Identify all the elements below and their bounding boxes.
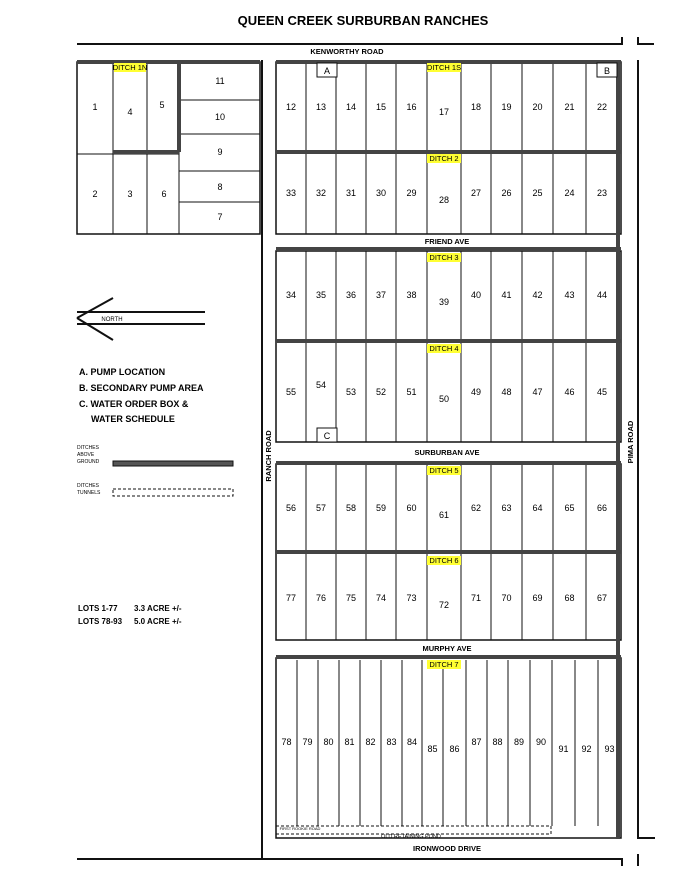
ditch-6-label: DITCH 6 [429,556,459,565]
lot-number: 41 [501,290,512,300]
legend-a: A. PUMP LOCATION [79,367,166,377]
lot-number: 8 [217,182,223,192]
lot-number: 17 [438,107,450,117]
lot-number: 68 [564,593,575,603]
lot-number: 49 [470,387,482,397]
road-friend: FRIEND AVE [424,237,470,246]
lot-number: 43 [564,290,575,300]
lot-number: 67 [596,593,608,603]
lot-number: 56 [285,503,297,513]
lot-number: 87 [471,737,482,747]
legend-b: B. SECONDARY PUMP AREA [79,383,204,393]
road-surburban: SURBURBAN AVE [414,448,480,457]
lot-number: 58 [345,503,357,513]
ditch-legend-dashed [113,489,233,496]
lot-number: 62 [470,503,482,513]
lot-number: 45 [596,387,608,397]
marker-c: C [323,431,331,441]
ditch-3-label: DITCH 3 [429,253,459,262]
markers [317,63,617,442]
lot-number: 76 [315,593,327,603]
lot-size-r1-label: LOTS 1-77 [78,604,118,613]
legend-c2: WATER SCHEDULE [91,414,175,424]
lot-number: 48 [501,387,512,397]
ditch-legend-tunnel-2: TUNNELS [77,490,101,496]
road-pima: PIMA ROAD [626,420,635,464]
lot-number: 39 [438,297,450,307]
lot-number: 37 [375,290,387,300]
legend-c1: C. WATER ORDER BOX & [79,399,189,409]
lot-number: 5 [159,100,165,110]
lot-number: 44 [596,290,608,300]
lot-number: 89 [513,737,525,747]
lot-number: 61 [438,510,450,520]
lot-number: 63 [501,503,512,513]
lot-number: 85 [427,744,438,754]
lot-number: 51 [406,387,417,397]
lot-number: 72 [438,600,450,610]
lot-number: 16 [406,102,417,112]
lot-number: 86 [449,744,460,754]
lot-number: 66 [596,503,608,513]
lot-size-r2-label: LOTS 78-93 [78,617,123,626]
lot-number: 50 [438,394,450,404]
lot-number: 10 [214,112,226,122]
lot-number: 25 [532,188,543,198]
lot-number: 20 [532,102,543,112]
lot-number: 70 [501,593,512,603]
lot-size-r2-size: 5.0 ACRE +/- [134,617,182,626]
ditch-7-label: DITCH 7 [429,660,459,669]
lot-number: 38 [406,290,417,300]
lot-number: 55 [285,387,297,397]
lot-number: 60 [406,503,417,513]
lot-number: 12 [285,102,297,112]
lot-number: 11 [215,76,225,86]
road-ranch: RANCH ROAD [264,430,273,482]
lot-number: 34 [285,290,297,300]
ditch-5-label: DITCH 5 [429,466,459,475]
lot-number: 81 [344,737,355,747]
lot-number: 64 [532,503,543,513]
ditch-1n-label: DITCH 1N [112,63,148,72]
road-ironwood: IRONWOOD DRIVE [413,844,481,853]
lot-number: 47 [532,387,543,397]
pond-tag: FIRST ROOKIE ROAD [279,826,321,831]
lot-number: 36 [345,290,357,300]
lot-number: 42 [532,290,543,300]
lot-number: 65 [564,503,575,513]
lot-number: 14 [345,102,357,112]
lot-number: 82 [365,737,376,747]
lot-number: 57 [315,503,327,513]
west-block [77,62,260,234]
lot-number: 6 [161,189,167,199]
ditch-legend-above-1: DITCHES [77,445,99,451]
lot-number: 7 [217,212,223,222]
lot-number: 19 [501,102,512,112]
ditch-legend-above-3: GROUND [77,459,100,465]
lot-number: 80 [323,737,334,747]
ditch-4-label: DITCH 4 [429,344,459,353]
lot-number: 52 [375,387,387,397]
ditch-legend-above-2: ABOVE [77,452,95,458]
lot-number: 33 [285,188,297,198]
lot-number: 90 [535,737,547,747]
lot-number: 91 [558,744,569,754]
ditch-legend-tunnel-1: DITCHES [77,483,99,489]
road-kenworthy: KENWORTHY ROAD [310,47,384,56]
lot-number: 1 [92,102,98,112]
lot-number: 59 [375,503,387,513]
lot-number: 84 [406,737,418,747]
map-title: QUEEN CREEK SURBURBAN RANCHES [237,13,489,28]
lot-number: 93 [604,744,615,754]
lot-number: 77 [285,593,297,603]
lot-number: 78 [281,737,292,747]
lot-number: 40 [470,290,482,300]
lot-number: 54 [315,380,327,390]
lot-number: 21 [564,102,575,112]
ditch-2-label: DITCH 2 [429,154,459,163]
lot-number: 28 [438,195,450,205]
lot-number: 69 [532,593,543,603]
lot-size-r1-size: 3.3 ACRE +/- [134,604,182,613]
lot-number: 26 [501,188,512,198]
lot-number: 22 [596,102,608,112]
lot-number: 13 [315,102,327,112]
lot-number: 88 [492,737,503,747]
road-murphy: MURPHY AVE [422,644,472,653]
lot-number: 46 [564,387,575,397]
pond-note: OLD RETAINING POND [381,834,441,840]
marker-b: B [603,66,611,76]
lot-number: 74 [375,593,387,603]
lot-number: 75 [345,593,357,603]
lot-number: 79 [302,737,313,747]
lot-number: 29 [406,188,417,198]
north-arrow [77,298,205,340]
lot-number: 92 [581,744,592,754]
lot-number: 71 [470,593,482,603]
lot-number: 35 [315,290,327,300]
lot-number: 27 [470,188,482,198]
lot-number: 32 [315,188,327,198]
lot-number: 9 [217,147,223,157]
lot-number: 24 [564,188,575,198]
lot-number: 3 [127,189,133,199]
lot-number: 23 [596,188,608,198]
lot-number: 53 [345,387,357,397]
lot-number: 31 [345,188,357,198]
lot-number: 2 [92,189,98,199]
lot-number: 73 [406,593,417,603]
lot-number: 83 [386,737,397,747]
lot-number: 15 [375,102,387,112]
lot-number: 30 [375,188,387,198]
north-label: NORTH [101,317,123,323]
lot-number: 18 [470,102,482,112]
marker-a: A [323,66,331,76]
ditch-1s-label: DITCH 1S [426,63,462,72]
ditch-legend-solid [113,461,233,466]
lot-number: 4 [127,107,133,117]
